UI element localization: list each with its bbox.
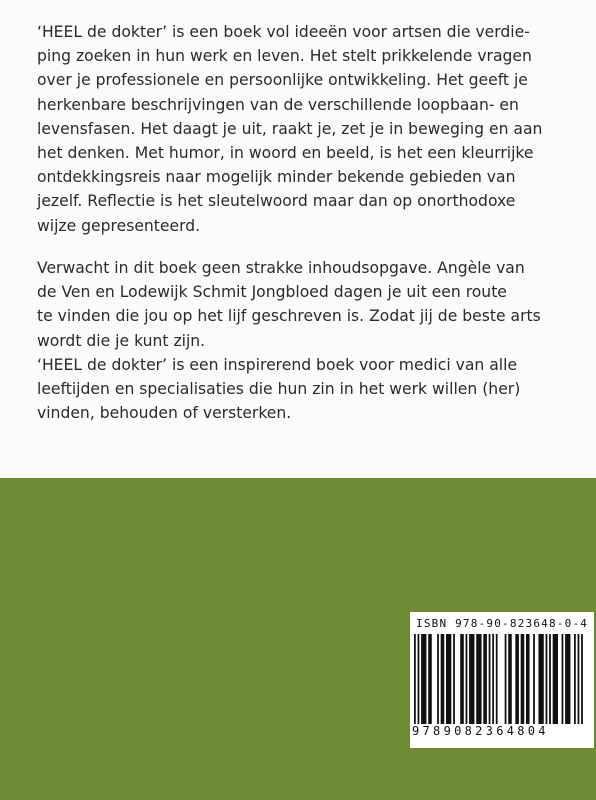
barcode-bar	[460, 634, 464, 724]
text-line: te vinden die jou op het lijf geschreven is. Zodat jij de beste arts	[37, 307, 541, 326]
text-line: ping zoeken in hun werk en leven. Het stelt prikkelende vragen	[37, 47, 532, 66]
text-line: jezelf. Reflectie is het sleutelwoord maar dan op onorthodoxe	[37, 192, 516, 211]
barcode-bar	[441, 634, 445, 724]
text-line: ontdekkingsreis naar mogelijk minder bekende gebieden van	[37, 168, 516, 187]
barcode	[414, 634, 590, 724]
isbn-label: ISBN 978-90-823648-0-4	[416, 617, 589, 630]
barcode-bar	[492, 634, 494, 724]
text-line: ‘HEEL de dokter’ is een boek vol ideeën voor artsen die verdie-	[37, 23, 530, 41]
text-line: wijze gepresenteerd.	[37, 216, 201, 235]
barcode-panel	[410, 612, 594, 748]
barcode-bar	[476, 634, 481, 724]
back-cover-text	[37, 20, 567, 425]
text-line: het denken. Met humor, in woord en beeld, is het een kleurrijke	[37, 144, 534, 163]
text-line: ‘HEEL de dokter’ is een inspirerend boek voor medici van alle	[37, 355, 518, 374]
barcode-bar	[565, 634, 570, 724]
text-line: over je professionele en persoonlijke ontwikkeling. Het geeft je	[37, 71, 528, 90]
paragraph-intro	[37, 20, 567, 256]
text-line: de Ven en Lodewijk Schmit Jongbloed dagen je uit een route	[37, 283, 507, 302]
barcode-bar	[421, 634, 426, 724]
barcode-bar	[574, 634, 576, 724]
barcode-bar	[521, 634, 525, 724]
text-line: herkenbare beschrijvingen van de verschillende loopbaan- en	[37, 95, 519, 114]
barcode-bar	[549, 634, 551, 724]
barcode-bar	[453, 634, 455, 724]
text-line: wordt die je kunt zijn.	[37, 331, 206, 350]
barcode-bar	[581, 634, 583, 724]
text-line: levensfasen. Het daagt je uit, raakt je, zet je in beweging en aan	[37, 119, 543, 138]
barcode-bar	[578, 634, 580, 724]
barcode-bar	[437, 634, 439, 724]
text-line: vinden, behouden of versterken.	[37, 404, 292, 423]
barcode-bar	[553, 634, 558, 724]
barcode-bar	[533, 634, 535, 724]
barcode-bar	[546, 634, 548, 724]
barcode-bar	[414, 634, 416, 724]
barcode-bar	[562, 634, 564, 724]
barcode-bar	[428, 634, 432, 724]
text-line: Verwacht in dit boek geen strakke inhoudsopgave. Angèle van	[37, 259, 525, 277]
paragraph-audience	[37, 353, 567, 426]
barcode-bar	[466, 634, 468, 724]
barcode-bar	[483, 634, 487, 724]
paragraph-authors	[37, 256, 567, 353]
barcode-bar	[538, 634, 543, 724]
barcode-bar	[508, 634, 512, 724]
barcode-digits: 9789082364804	[412, 724, 549, 738]
barcode-bar	[469, 634, 474, 724]
barcode-bar	[496, 634, 498, 724]
barcode-bar	[418, 634, 420, 724]
barcode-bar	[505, 634, 507, 724]
barcode-bar	[489, 634, 491, 724]
text-line: leeftijden en specialisaties die hun zin in het werk willen (her)	[37, 380, 521, 399]
barcode-bar	[526, 634, 530, 724]
barcode-bar	[515, 634, 519, 724]
barcode-bar	[446, 634, 451, 724]
